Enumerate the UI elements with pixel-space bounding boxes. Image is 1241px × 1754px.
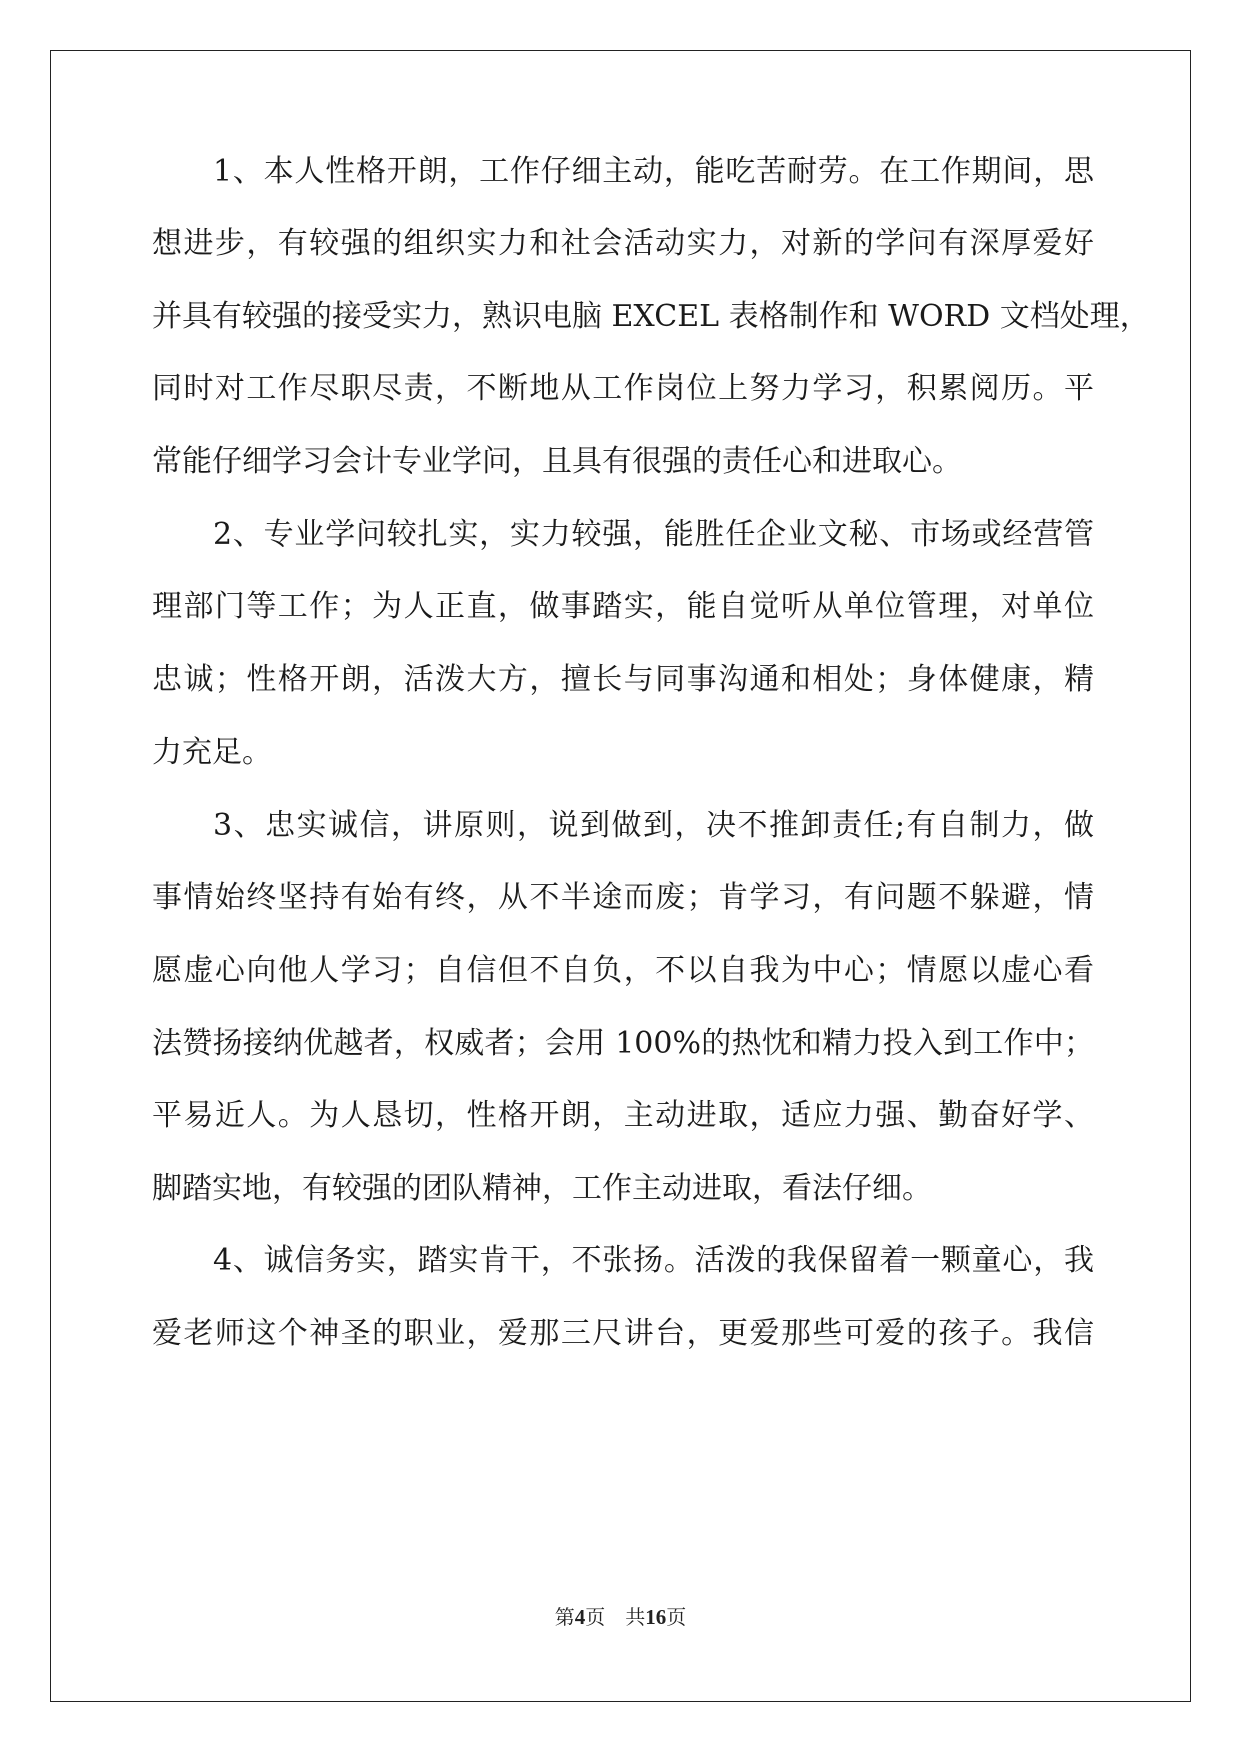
paragraph-3-line-6: 脚踏实地，有较强的团队精神，工作主动进取，看法仔细。 — [152, 1171, 932, 1206]
paragraph-3-line-4: 法赞扬接纳优越者，权威者；会用 100%的热忱和精力投入到工作中； — [152, 1026, 1094, 1061]
page-footer — [0, 1604, 1241, 1630]
paragraph-3-line-1: 3、忠实诚信，讲原则，说到做到，决不推卸责任;有自制力，做 — [213, 808, 1094, 843]
footer-total-prefix: 共 — [625, 1605, 646, 1629]
paragraph-2-line-1: 2、专业学问较扎实，实力较强，能胜任企业文秘、市场或经营管 — [213, 517, 1094, 552]
paragraph-1-line-3: 并具有较强的接受实力，熟识电脑 EXCEL 表格制作和 WORD 文档处理， — [152, 299, 1150, 334]
footer-page-suffix: 页 — [585, 1605, 606, 1629]
paragraph-4-line-2: 爱老师这个神圣的职业，爱那三尺讲台，更爱那些可爱的孩子。我信 — [152, 1316, 1094, 1351]
paragraph-2-line-3: 忠诚；性格开朗，活泼大方，擅长与同事沟通和相处；身体健康，精 — [152, 662, 1094, 697]
paragraph-1-line-1: 1、本人性格开朗，工作仔细主动，能吃苦耐劳。在工作期间，思 — [213, 154, 1094, 189]
paragraph-2-line-4: 力充足。 — [152, 735, 272, 770]
paragraph-1-line-2: 想进步，有较强的组织实力和社会活动实力，对新的学问有深厚爱好 — [152, 226, 1094, 261]
paragraph-3-line-3: 愿虚心向他人学习；自信但不自负，不以自我为中心；情愿以虚心看 — [152, 953, 1094, 988]
footer-page-prefix: 第 — [554, 1605, 575, 1629]
paragraph-1-line-4: 同时对工作尽职尽责，不断地从工作岗位上努力学习，积累阅历。平 — [152, 371, 1094, 406]
paragraph-1-line-5: 常能仔细学习会计专业学问，且具有很强的责任心和进取心。 — [152, 444, 962, 479]
paragraph-4-line-1: 4、诚信务实，踏实肯干，不张扬。活泼的我保留着一颗童心，我 — [213, 1243, 1094, 1278]
paragraph-2-line-2: 理部门等工作；为人正直，做事踏实，能自觉听从单位管理，对单位 — [152, 589, 1094, 624]
paragraph-3-line-5: 平易近人。为人恳切，性格开朗，主动进取，适应力强、勤奋好学、 — [152, 1098, 1094, 1133]
footer-total-suffix: 页 — [666, 1605, 687, 1629]
paragraph-3-line-2: 事情始终坚持有始有终，从不半途而废；肯学习，有问题不躲避，情 — [152, 880, 1094, 915]
footer-page-current: 4 — [574, 1605, 586, 1629]
footer-page-total: 16 — [645, 1605, 667, 1629]
